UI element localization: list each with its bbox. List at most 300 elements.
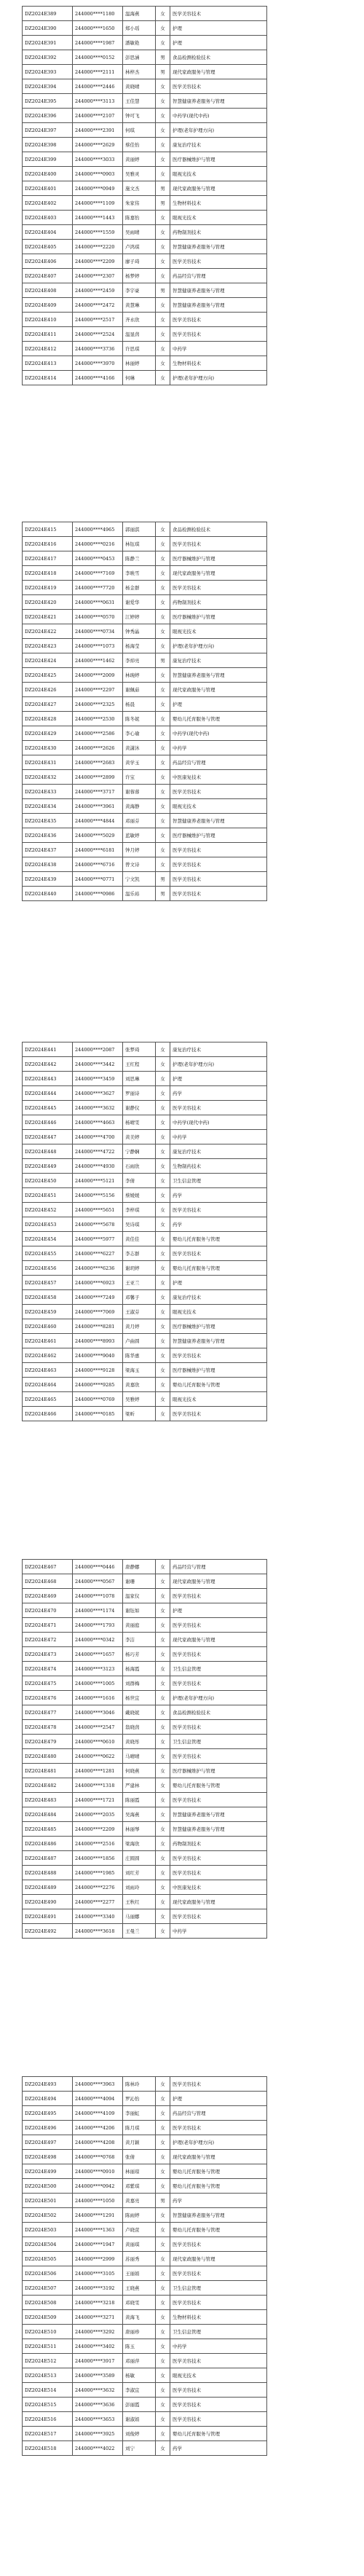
roster-table xyxy=(22,522,267,901)
name-cell: 黄晓彤 xyxy=(123,1735,156,1749)
exam-id-cell: DZ2024E402 xyxy=(23,196,73,211)
exam-id-cell: DZ2024E505 xyxy=(23,2252,73,2266)
major-cell: 医学美容技术 xyxy=(170,2077,267,2092)
major-cell: 医学美容技术 xyxy=(170,1851,267,1866)
id-number-cell: 244000****4109 xyxy=(73,2106,123,2121)
name-cell: 许思琪 xyxy=(123,342,156,356)
gender-cell: 女 xyxy=(156,610,170,624)
exam-id-cell: DZ2024E406 xyxy=(23,254,73,269)
table-row xyxy=(23,2194,267,2208)
name-cell: 黄嘉欣 xyxy=(123,1378,156,1392)
id-number-cell: 244000****2391 xyxy=(73,123,123,138)
table-row xyxy=(23,1057,267,1072)
major-cell: 医疗器械维护与管理 xyxy=(170,1764,267,1778)
exam-id-cell: DZ2024E397 xyxy=(23,123,73,138)
table-row xyxy=(23,1159,267,1174)
gender-cell: 女 xyxy=(156,1778,170,1793)
exam-id-cell: DZ2024E518 xyxy=(23,2441,73,2456)
table-row xyxy=(23,2208,267,2223)
id-number-cell: 244000****2459 xyxy=(73,283,123,298)
major-cell: 医学美容技术 xyxy=(170,1749,267,1764)
major-cell: 护理 xyxy=(170,21,267,36)
major-cell: 中药学 xyxy=(170,1130,267,1144)
major-cell: 医学美容技术 xyxy=(170,1793,267,1807)
name-cell: 温显茵 xyxy=(123,327,156,342)
id-number-cell: 244000****6236 xyxy=(73,1261,123,1276)
id-number-cell: 244000****3961 xyxy=(73,799,123,814)
name-cell: 陈玉 xyxy=(123,2339,156,2354)
exam-id-cell: DZ2024E497 xyxy=(23,2135,73,2150)
gender-cell: 女 xyxy=(156,1764,170,1778)
table-row xyxy=(23,1072,267,1086)
name-cell: 杨金群 xyxy=(123,581,156,595)
gender-cell: 女 xyxy=(156,522,170,537)
major-cell: 医学美容技术 xyxy=(170,1348,267,1363)
name-cell: 黄学玉 xyxy=(123,755,156,770)
id-number-cell: 244000****1443 xyxy=(73,211,123,225)
id-number-cell: 244000****1363 xyxy=(73,2223,123,2237)
exam-id-cell: DZ2024E395 xyxy=(23,94,73,109)
gender-cell: 女 xyxy=(156,814,170,828)
exam-id-cell: DZ2024E456 xyxy=(23,1261,73,1276)
exam-id-cell: DZ2024E390 xyxy=(23,21,73,36)
major-cell: 医学美容技术 xyxy=(170,2383,267,2398)
name-cell: 王秋红 xyxy=(123,1895,156,1909)
name-cell: 林琬婷 xyxy=(123,668,156,683)
exam-id-cell: DZ2024E445 xyxy=(23,1101,73,1115)
exam-id-cell: DZ2024E431 xyxy=(23,755,73,770)
major-cell: 医疗器械维护与管理 xyxy=(170,551,267,566)
gender-cell: 女 xyxy=(156,1042,170,1057)
gender-cell: 女 xyxy=(156,2398,170,2412)
table-row xyxy=(23,196,267,211)
id-number-cell: 244000****1291 xyxy=(73,2208,123,2223)
gender-cell: 女 xyxy=(156,566,170,581)
gender-cell: 女 xyxy=(156,668,170,683)
table-row xyxy=(23,828,267,843)
id-number-cell: 244000****3589 xyxy=(73,2368,123,2383)
major-cell: 药物制剂技术 xyxy=(170,225,267,240)
gender-cell: 女 xyxy=(156,697,170,712)
major-cell: 婴幼儿托育服务与管理 xyxy=(170,712,267,726)
id-number-cell: 244000****1462 xyxy=(73,653,123,668)
exam-id-cell: DZ2024E414 xyxy=(23,371,73,385)
table-row xyxy=(23,595,267,610)
gender-cell: 女 xyxy=(156,211,170,225)
gender-cell: 女 xyxy=(156,1807,170,1822)
table-row xyxy=(23,755,267,770)
gender-cell: 女 xyxy=(156,1101,170,1115)
table-row xyxy=(23,1691,267,1705)
gender-cell: 女 xyxy=(156,2237,170,2252)
id-number-cell: 244000****3033 xyxy=(73,152,123,167)
major-cell: 生物材料技术 xyxy=(170,196,267,211)
exam-id-cell: DZ2024E471 xyxy=(23,1618,73,1633)
name-cell: 邓丽芬 xyxy=(123,814,156,828)
major-cell: 医学美容技术 xyxy=(170,313,267,327)
exam-id-cell: DZ2024E468 xyxy=(23,1574,73,1589)
exam-id-cell: DZ2024E466 xyxy=(23,1407,73,1421)
id-number-cell: 244000****8281 xyxy=(73,1319,123,1334)
name-cell: 唐丽珍 xyxy=(123,2325,156,2339)
exam-id-cell: DZ2024E495 xyxy=(23,2106,73,2121)
major-cell: 眼视光技术 xyxy=(170,1392,267,1407)
name-cell: 吴雅婷 xyxy=(123,1392,156,1407)
major-cell: 医学美容技术 xyxy=(170,327,267,342)
gender-cell: 女 xyxy=(156,1392,170,1407)
exam-id-cell: DZ2024E394 xyxy=(23,79,73,94)
id-number-cell: 244000****0453 xyxy=(73,551,123,566)
id-number-cell: 244000****1318 xyxy=(73,1778,123,1793)
id-number-cell: 244000****3192 xyxy=(73,2281,123,2296)
gender-cell: 女 xyxy=(156,1174,170,1188)
name-cell: 李倩 xyxy=(123,1174,156,1188)
id-number-cell: 244000****3636 xyxy=(73,2398,123,2412)
gender-cell: 女 xyxy=(156,1924,170,1939)
name-cell: 齐永欣 xyxy=(123,313,156,327)
table-row xyxy=(23,1217,267,1232)
exam-id-cell: DZ2024E439 xyxy=(23,872,73,887)
major-cell: 中药学 xyxy=(170,741,267,755)
major-cell: 现代家政服务与管理 xyxy=(170,65,267,79)
major-cell: 康复治疗技术 xyxy=(170,1144,267,1159)
exam-id-cell: DZ2024E501 xyxy=(23,2194,73,2208)
exam-id-cell: DZ2024E399 xyxy=(23,152,73,167)
table-row xyxy=(23,1560,267,1574)
name-cell: 张梦琦 xyxy=(123,1042,156,1057)
table-row xyxy=(23,1909,267,1924)
table-row xyxy=(23,283,267,298)
major-cell: 婴幼儿托育服务与管理 xyxy=(170,2179,267,2194)
exam-id-cell: DZ2024E482 xyxy=(23,1778,73,1793)
exam-id-cell: DZ2024E513 xyxy=(23,2368,73,2383)
table-row xyxy=(23,2412,267,2427)
id-number-cell: 244000****2209 xyxy=(73,254,123,269)
exam-id-cell: DZ2024E401 xyxy=(23,181,73,196)
table-row xyxy=(23,167,267,181)
gender-cell: 男 xyxy=(156,196,170,211)
major-cell: 医疗器械维护与管理 xyxy=(170,152,267,167)
id-number-cell: 244000****2547 xyxy=(73,1720,123,1735)
name-cell: 谢珊 xyxy=(123,1574,156,1589)
id-number-cell: 244000****0622 xyxy=(73,1749,123,1764)
gender-cell: 女 xyxy=(156,770,170,785)
exam-id-cell: DZ2024E484 xyxy=(23,1807,73,1822)
id-number-cell: 244000****5121 xyxy=(73,1174,123,1188)
major-cell: 医学美容技术 xyxy=(170,2296,267,2310)
table-row xyxy=(23,2223,267,2237)
major-cell: 中医康复技术 xyxy=(170,770,267,785)
table-row xyxy=(23,1603,267,1618)
id-number-cell: 244000****2209 xyxy=(73,1822,123,1837)
table-row xyxy=(23,1676,267,1691)
name-cell: 李宇豪 xyxy=(123,283,156,298)
name-cell: 陈月琪 xyxy=(123,2121,156,2135)
gender-cell: 女 xyxy=(156,1895,170,1909)
name-cell: 谢静仪 xyxy=(123,1101,156,1115)
name-cell: 唐静娜 xyxy=(123,1560,156,1574)
major-cell: 医学美容技术 xyxy=(170,872,267,887)
exam-id-cell: DZ2024E411 xyxy=(23,327,73,342)
gender-cell: 女 xyxy=(156,313,170,327)
gender-cell: 女 xyxy=(156,342,170,356)
name-cell: 林梓杰 xyxy=(123,65,156,79)
exam-id-cell: DZ2024E500 xyxy=(23,2179,73,2194)
id-number-cell: 244000****9040 xyxy=(73,1348,123,1363)
major-cell: 食品检测检验技术 xyxy=(170,522,267,537)
id-number-cell: 244000****2220 xyxy=(73,240,123,254)
major-cell: 智慧健康养老服务与管理 xyxy=(170,283,267,298)
major-cell: 护理 xyxy=(170,697,267,712)
id-number-cell: 244000****1559 xyxy=(73,225,123,240)
gender-cell: 女 xyxy=(156,683,170,697)
exam-id-cell: DZ2024E409 xyxy=(23,298,73,313)
table-row xyxy=(23,65,267,79)
name-cell: 王淑芬 xyxy=(123,1305,156,1319)
name-cell: 何琳 xyxy=(123,371,156,385)
gender-cell: 男 xyxy=(156,65,170,79)
name-cell: 李梓琪 xyxy=(123,1203,156,1217)
id-number-cell: 244000****0734 xyxy=(73,624,123,639)
major-cell: 婴幼儿托育服务与管理 xyxy=(170,1778,267,1793)
major-cell: 医学美容技术 xyxy=(170,887,267,901)
major-cell: 婴幼儿托育服务与管理 xyxy=(170,1378,267,1392)
exam-id-cell: DZ2024E488 xyxy=(23,1866,73,1880)
roster-table xyxy=(22,6,267,385)
table-row xyxy=(23,1866,267,1880)
table-row xyxy=(23,2150,267,2164)
table-row xyxy=(23,2383,267,2398)
major-cell: 医学美容技术 xyxy=(170,2237,267,2252)
table-row xyxy=(23,712,267,726)
gender-cell: 女 xyxy=(156,551,170,566)
gender-cell: 女 xyxy=(156,327,170,342)
id-number-cell: 244000****1174 xyxy=(73,1603,123,1618)
name-cell: 吴雨晴 xyxy=(123,225,156,240)
exam-id-cell: DZ2024E476 xyxy=(23,1691,73,1705)
id-number-cell: 244000****8993 xyxy=(73,1334,123,1348)
name-cell: 吴雅灵 xyxy=(123,167,156,181)
table-row xyxy=(23,211,267,225)
name-cell: 许宝 xyxy=(123,770,156,785)
name-cell: 黄嘉亮 xyxy=(123,2194,156,2208)
exam-id-cell: DZ2024E436 xyxy=(23,828,73,843)
major-cell: 医学美容技术 xyxy=(170,1618,267,1633)
exam-id-cell: DZ2024E432 xyxy=(23,770,73,785)
exam-id-cell: DZ2024E447 xyxy=(23,1130,73,1144)
id-number-cell: 244000****1078 xyxy=(73,1589,123,1603)
major-cell: 护理 xyxy=(170,1603,267,1618)
table-row xyxy=(23,741,267,755)
id-number-cell: 244000****2586 xyxy=(73,726,123,741)
exam-id-cell: DZ2024E492 xyxy=(23,1924,73,1939)
gender-cell: 女 xyxy=(156,1276,170,1290)
name-cell: 李志群 xyxy=(123,1246,156,1261)
gender-cell: 女 xyxy=(156,2296,170,2310)
name-cell: 陈静兰 xyxy=(123,551,156,566)
id-number-cell: 244000****2524 xyxy=(73,327,123,342)
table-row xyxy=(23,21,267,36)
major-cell: 智慧健康养老服务与管理 xyxy=(170,1807,267,1822)
table-row xyxy=(23,1720,267,1735)
id-number-cell: 244000****0446 xyxy=(73,1560,123,1574)
major-cell: 药学 xyxy=(170,2194,267,2208)
gender-cell: 女 xyxy=(156,741,170,755)
exam-id-cell: DZ2024E453 xyxy=(23,1217,73,1232)
exam-id-cell: DZ2024E442 xyxy=(23,1057,73,1072)
exam-id-cell: DZ2024E512 xyxy=(23,2354,73,2368)
id-number-cell: 244000****1657 xyxy=(73,1647,123,1662)
major-cell: 卫生信息管理 xyxy=(170,1662,267,1676)
gender-cell: 女 xyxy=(156,1261,170,1276)
name-cell: 施文杰 xyxy=(123,181,156,196)
gender-cell: 女 xyxy=(156,595,170,610)
exam-id-cell: DZ2024E425 xyxy=(23,668,73,683)
table-row xyxy=(23,371,267,385)
major-cell: 现代家政服务与管理 xyxy=(170,683,267,697)
major-cell: 医学美容技术 xyxy=(170,2266,267,2281)
major-cell: 护理(老年护理方向) xyxy=(170,639,267,653)
gender-cell: 女 xyxy=(156,1822,170,1837)
exam-id-cell: DZ2024E459 xyxy=(23,1305,73,1319)
major-cell: 护理 xyxy=(170,36,267,50)
name-cell: 黄慧琳 xyxy=(123,298,156,313)
table-row xyxy=(23,1246,267,1261)
name-cell: 黄潇沐 xyxy=(123,741,156,755)
id-number-cell: 244000****1073 xyxy=(73,639,123,653)
exam-id-cell: DZ2024E428 xyxy=(23,712,73,726)
major-cell: 生物材料技术 xyxy=(170,2310,267,2325)
name-cell: 王佳慧 xyxy=(123,94,156,109)
exam-id-cell: DZ2024E391 xyxy=(23,36,73,50)
id-number-cell: 244000****3459 xyxy=(73,1072,123,1086)
id-number-cell: 244000****0610 xyxy=(73,1735,123,1749)
name-cell: 刘俊婷 xyxy=(123,2427,156,2441)
gender-cell: 女 xyxy=(156,639,170,653)
gender-cell: 男 xyxy=(156,50,170,65)
major-cell: 现代家政服务与管理 xyxy=(170,2150,267,2164)
id-number-cell: 244000****0942 xyxy=(73,2179,123,2194)
gender-cell: 女 xyxy=(156,1618,170,1633)
name-cell: 廖子琦 xyxy=(123,254,156,269)
table-row xyxy=(23,1378,267,1392)
table-row xyxy=(23,872,267,887)
major-cell: 中药学(现代中药) xyxy=(170,1115,267,1130)
major-cell: 康复治疗技术 xyxy=(170,138,267,152)
id-number-cell: 244000****5029 xyxy=(73,828,123,843)
major-cell: 食品检测检验技术 xyxy=(170,1705,267,1720)
name-cell: 蔡媛媛 xyxy=(123,1188,156,1203)
id-number-cell: 244000****3340 xyxy=(73,1909,123,1924)
name-cell: 梁昕 xyxy=(123,1407,156,1421)
gender-cell: 女 xyxy=(156,21,170,36)
id-number-cell: 244000****1947 xyxy=(73,2237,123,2252)
major-cell: 药物制剂技术 xyxy=(170,1837,267,1851)
major-cell: 护理(老年护理方向) xyxy=(170,371,267,385)
id-number-cell: 244000****2683 xyxy=(73,755,123,770)
table-row xyxy=(23,1807,267,1822)
major-cell: 医学美容技术 xyxy=(170,1203,267,1217)
exam-id-cell: DZ2024E429 xyxy=(23,726,73,741)
id-number-cell: 244000****7720 xyxy=(73,581,123,595)
id-number-cell: 244000****1180 xyxy=(73,7,123,21)
id-number-cell: 244000****0631 xyxy=(73,595,123,610)
id-number-cell: 244000****2107 xyxy=(73,109,123,123)
name-cell: 谢淑娟 xyxy=(123,2412,156,2427)
name-cell: 何晓燕 xyxy=(123,1764,156,1778)
id-number-cell: 244000****3218 xyxy=(73,2296,123,2310)
id-number-cell: 244000****4844 xyxy=(73,814,123,828)
gender-cell: 女 xyxy=(156,2441,170,2456)
table-row xyxy=(23,1647,267,1662)
name-cell: 刘思琳 xyxy=(123,1072,156,1086)
id-number-cell: 244000****2626 xyxy=(73,741,123,755)
gender-cell: 男 xyxy=(156,872,170,887)
id-number-cell: 244000****3717 xyxy=(73,785,123,799)
id-number-cell: 244000****2446 xyxy=(73,79,123,94)
major-cell: 医疗器械维护与管理 xyxy=(170,1319,267,1334)
exam-id-cell: DZ2024E485 xyxy=(23,1822,73,1837)
exam-id-cell: DZ2024E475 xyxy=(23,1676,73,1691)
name-cell: 梁海玉 xyxy=(123,1363,156,1378)
table-row xyxy=(23,79,267,94)
major-cell: 智慧健康养老服务与管理 xyxy=(170,240,267,254)
name-cell: 张倩 xyxy=(123,2150,156,2164)
gender-cell: 女 xyxy=(156,94,170,109)
gender-cell: 女 xyxy=(156,1305,170,1319)
gender-cell: 女 xyxy=(156,1793,170,1807)
id-number-cell: 244000****2111 xyxy=(73,65,123,79)
table-row xyxy=(23,726,267,741)
major-cell: 现代家政服务与管理 xyxy=(170,1633,267,1647)
gender-cell: 女 xyxy=(156,1086,170,1101)
major-cell: 护理 xyxy=(170,1276,267,1290)
id-number-cell: 244000****0570 xyxy=(73,610,123,624)
name-cell: 李丽虹 xyxy=(123,2106,156,2121)
table-row xyxy=(23,36,267,50)
name-cell: 王红程 xyxy=(123,1057,156,1072)
exam-id-cell: DZ2024E473 xyxy=(23,1647,73,1662)
gender-cell: 女 xyxy=(156,36,170,50)
table-row xyxy=(23,2237,267,2252)
exam-id-cell: DZ2024E452 xyxy=(23,1203,73,1217)
major-cell: 医学美容技术 xyxy=(170,1246,267,1261)
gender-cell: 女 xyxy=(156,1662,170,1676)
table-row xyxy=(23,566,267,581)
name-cell: 陈华惠 xyxy=(123,1348,156,1363)
exam-id-cell: DZ2024E469 xyxy=(23,1589,73,1603)
gender-cell: 女 xyxy=(156,828,170,843)
exam-id-cell: DZ2024E420 xyxy=(23,595,73,610)
name-cell: 刘雨玲 xyxy=(123,1880,156,1895)
id-number-cell: 244000****0768 xyxy=(73,2150,123,2164)
major-cell: 医学美容技术 xyxy=(170,2121,267,2135)
exam-id-cell: DZ2024E417 xyxy=(23,551,73,566)
id-number-cell: 244000****4965 xyxy=(73,522,123,537)
name-cell: 陈冬妮 xyxy=(123,712,156,726)
major-cell: 康复治疗技术 xyxy=(170,1290,267,1305)
exam-id-cell: DZ2024E404 xyxy=(23,225,73,240)
id-number-cell: 244000****0949 xyxy=(73,181,123,196)
table-row xyxy=(23,1086,267,1101)
gender-cell: 男 xyxy=(156,653,170,668)
table-row xyxy=(23,843,267,857)
table-row xyxy=(23,240,267,254)
gender-cell: 女 xyxy=(156,1203,170,1217)
major-cell: 医学美容技术 xyxy=(170,254,267,269)
id-number-cell: 244000****6716 xyxy=(73,857,123,872)
exam-id-cell: DZ2024E437 xyxy=(23,843,73,857)
